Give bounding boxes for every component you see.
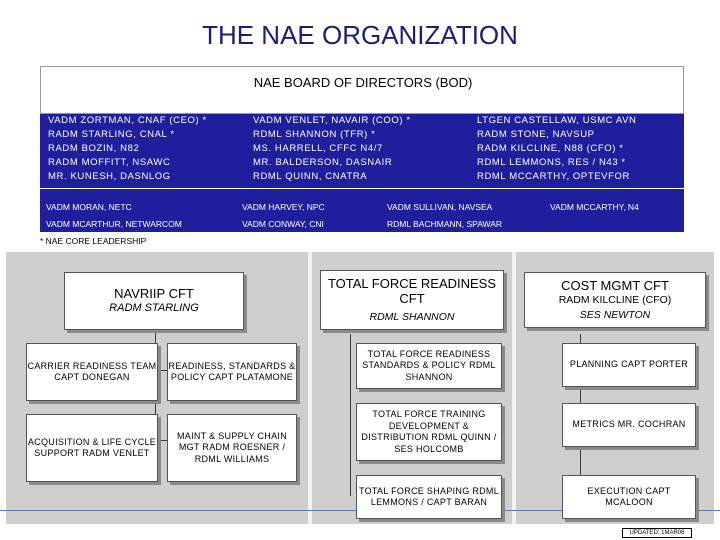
member: VADM CONWAY, CNI bbox=[242, 219, 324, 229]
team-tf-shaping: TOTAL FORCE SHAPING RDML LEMMONS / CAPT BARAN bbox=[356, 475, 502, 519]
member: RADM MOFFITT, NSAWC bbox=[48, 157, 171, 168]
cost-cft-title: COST MGMT CFT bbox=[561, 277, 669, 293]
tfr-cft-box bbox=[320, 270, 504, 330]
tfr-cft-lead: RDML SHANNON bbox=[369, 310, 455, 323]
navriip-cft-box bbox=[64, 272, 244, 330]
panel-separator bbox=[512, 252, 516, 524]
member: RADM BOZIN, N82 bbox=[48, 143, 140, 154]
tfr-cft-title: TOTAL FORCE READINESS CFT bbox=[327, 275, 497, 306]
member: VADM HARVEY, NPC bbox=[242, 202, 325, 212]
members-column-2 bbox=[253, 114, 411, 184]
member: RADM STARLING, CNAL * bbox=[48, 129, 175, 140]
member: MR. BALDERSON, DASNAIR bbox=[253, 157, 393, 168]
bod-members-panel bbox=[40, 114, 684, 232]
members-column-3 bbox=[477, 114, 636, 184]
member: MS. HARRELL, CFFC N4/7 bbox=[253, 143, 383, 154]
team-metrics: METRICS MR. COCHRAN bbox=[562, 403, 696, 447]
team-tf-training: TOTAL FORCE TRAINING DEVELOPMENT & DISTRIBUTION RDML QUINN / SES HOLCOMB bbox=[356, 403, 502, 461]
team-acquisition: ACQUISITION & LIFE CYCLE SUPPORT RADM VENLET bbox=[26, 414, 158, 482]
panel-separator bbox=[308, 252, 312, 524]
member: RDML QUINN, CNATRA bbox=[253, 171, 368, 182]
member: RDML MCCARTHY, OPTEVFOR bbox=[477, 171, 630, 182]
member: RADM STONE, NAVSUP bbox=[477, 129, 595, 140]
team-readiness-standards: READINESS, STANDARDS & POLICY CAPT PLATAMONE bbox=[167, 343, 297, 401]
member: VADM VENLET, NAVAIR (COO) * bbox=[253, 115, 411, 126]
bod-title: NAE BOARD OF DIRECTORS (BOD) bbox=[253, 75, 473, 90]
updated-label: UPDATED: 1MAR06 bbox=[622, 528, 692, 538]
cost-cft-lead: SES NEWTON bbox=[579, 308, 651, 321]
member: RDML BACHMANN, SPAWAR bbox=[387, 219, 503, 229]
core-leadership-note: * NAE CORE LEADERSHIP bbox=[40, 236, 147, 246]
cost-cft-box bbox=[524, 272, 706, 328]
cost-cft-lead: RADM KILCLINE (CFO) bbox=[558, 293, 672, 306]
member: MR. KUNESH, DASNLOG bbox=[48, 171, 171, 182]
member: VADM ZORTMAN, CNAF (CEO) * bbox=[48, 115, 207, 126]
member: RADM KILCLINE, N88 (CFO) * bbox=[477, 143, 624, 154]
member: VADM SULLIVAN, NAVSEA bbox=[387, 202, 493, 212]
member: VADM MCARTHUR, NETWARCOM bbox=[46, 219, 182, 229]
connector-line bbox=[350, 334, 351, 496]
divider bbox=[40, 188, 684, 189]
team-execution: EXECUTION CAPT MCALOON bbox=[562, 475, 696, 519]
team-tf-readiness: TOTAL FORCE READINESS STANDARDS & POLICY RDML SHANNON bbox=[356, 343, 502, 389]
navriip-cft-title: NAVRIIP CFT bbox=[114, 286, 194, 301]
team-carrier-readiness: CARRIER READINESS TEAM CAPT DONEGAN bbox=[26, 343, 158, 401]
team-maint-supply: MAINT & SUPPLY CHAIN MGT RADM ROESNER / RDML WILLIAMS bbox=[167, 414, 297, 482]
member: LTGEN CASTELLAW, USMC AVN bbox=[477, 115, 637, 126]
member: RDML LEMMONS, RES / N43 * bbox=[477, 157, 626, 168]
member: RDML SHANNON (TFR) * bbox=[253, 129, 376, 140]
page-title: THE NAE ORGANIZATION bbox=[202, 20, 518, 50]
member: VADM MCCARTHY, N4 bbox=[550, 202, 639, 212]
bod-header-box bbox=[40, 66, 684, 114]
team-planning: PLANNING CAPT PORTER bbox=[562, 343, 696, 387]
navriip-cft-lead: RADM STARLING bbox=[109, 302, 199, 314]
member: VADM MORAN, NETC bbox=[46, 202, 132, 212]
members-column-1 bbox=[48, 114, 207, 184]
